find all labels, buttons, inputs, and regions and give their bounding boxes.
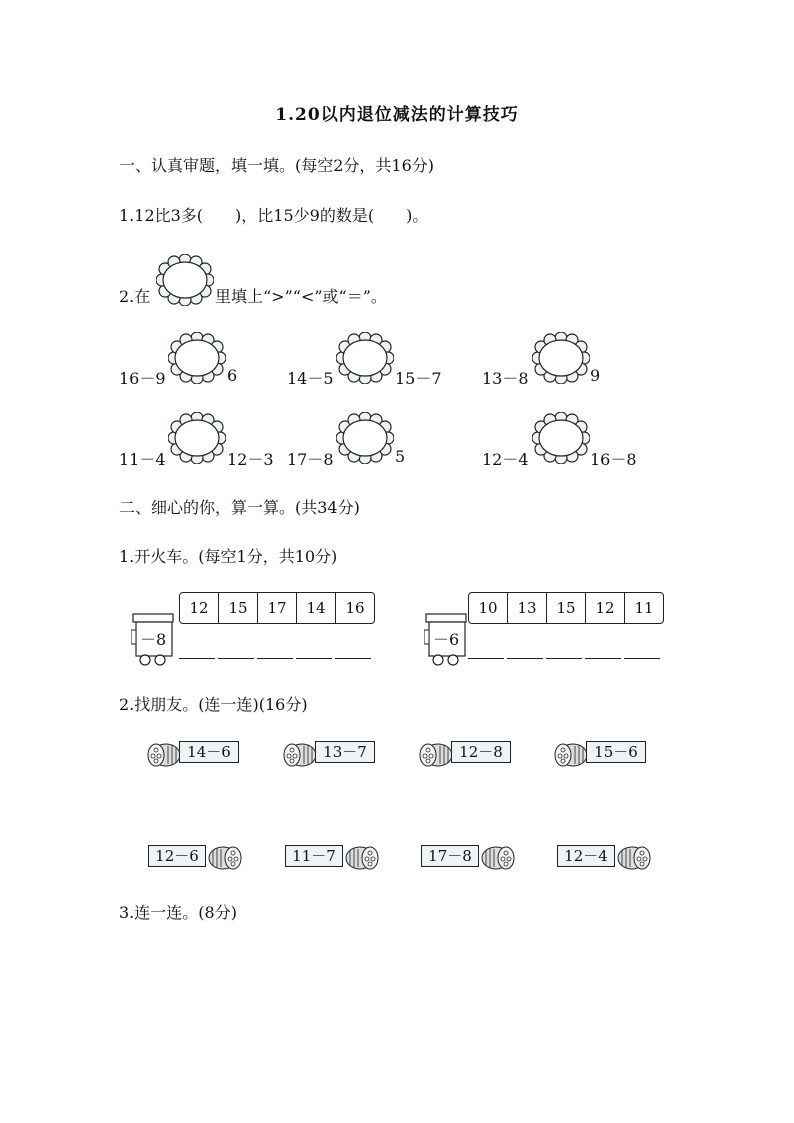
answer-blank[interactable] [585, 657, 621, 659]
flower-blank-example [156, 254, 214, 306]
compare-left: 16－9 [119, 369, 166, 388]
answer-blank[interactable] [335, 657, 371, 659]
question-2-2: 2.找朋友。(连一连)(16分) [119, 695, 308, 714]
question-2-1: 1.开火车。(每空1分，共10分) [119, 547, 338, 566]
lotus-root-icon [616, 843, 652, 873]
train-car: 10 [469, 593, 508, 623]
match-card-bottom[interactable]: 12－4 [557, 845, 615, 867]
answer-blank[interactable] [218, 657, 254, 659]
answer-blanks [468, 657, 660, 659]
question-2-3: 3.连一连。(8分) [119, 903, 237, 922]
answer-blank[interactable] [296, 657, 332, 659]
match-card-bottom[interactable]: 11－7 [285, 845, 343, 867]
page-title: 1.20以内退位减法的计算技巧 [275, 105, 519, 125]
train-cars [179, 592, 375, 624]
answer-blank[interactable] [468, 657, 504, 659]
section1-heading: 一、认真审题，填一填。(每空2分，共16分) [119, 156, 435, 175]
flower-blank[interactable] [532, 332, 590, 384]
train-car: 16 [345, 599, 365, 617]
q2-suffix: 里填上“>”“<”或“＝”。 [215, 287, 387, 306]
train-car: 17 [258, 593, 297, 623]
answer-blank[interactable] [546, 657, 582, 659]
answer-blank[interactable] [257, 657, 293, 659]
flower-blank[interactable] [168, 332, 226, 384]
match-card-top[interactable]: 12－8 [451, 741, 511, 763]
train-car: 15 [547, 593, 586, 623]
lotus-root-icon [146, 740, 182, 770]
lotus-root-icon [282, 740, 318, 770]
flower-blank[interactable] [532, 412, 590, 464]
compare-right: 9 [590, 366, 601, 385]
compare-right: 5 [395, 447, 406, 466]
compare-right: 16－8 [590, 450, 637, 469]
compare-left: 12－4 [482, 450, 529, 469]
flower-blank[interactable] [336, 332, 394, 384]
train-car: 14 [297, 593, 336, 623]
train-engine-label: －8 [140, 630, 167, 649]
flower-blank[interactable] [336, 412, 394, 464]
match-card-bottom[interactable]: 12－6 [148, 845, 206, 867]
train-cars [468, 592, 664, 624]
lotus-root-icon [344, 843, 380, 873]
train-car: 12 [180, 593, 219, 623]
match-card-bottom[interactable]: 17－8 [421, 845, 479, 867]
q2-prefix: 2.在 [119, 287, 151, 306]
answer-blank[interactable] [507, 657, 543, 659]
compare-right: 15－7 [395, 369, 442, 388]
train-car: 12 [586, 593, 625, 623]
compare-left: 14－5 [287, 369, 334, 388]
match-card-top[interactable]: 14－6 [179, 741, 239, 763]
compare-left: 17－8 [287, 450, 334, 469]
answer-blank[interactable] [179, 657, 215, 659]
train-car: 13 [508, 593, 547, 623]
compare-right: 6 [227, 366, 238, 385]
lotus-root-icon [480, 843, 516, 873]
question-1-1: 1.12比3多( )，比15少9的数是( )。 [119, 206, 429, 225]
flower-blank[interactable] [168, 412, 226, 464]
lotus-root-icon [207, 843, 243, 873]
lotus-root-icon [418, 740, 454, 770]
train-car: 15 [219, 593, 258, 623]
train-car: 11 [634, 599, 654, 617]
compare-right: 12－3 [227, 450, 274, 469]
answer-blank[interactable] [624, 657, 660, 659]
train-engine-label: －6 [433, 630, 460, 649]
section2-heading: 二、细心的你，算一算。(共34分) [119, 498, 360, 517]
answer-blanks [179, 657, 371, 659]
match-card-top[interactable]: 13－7 [315, 741, 375, 763]
lotus-root-icon [553, 740, 589, 770]
compare-left: 11－4 [119, 450, 166, 469]
compare-left: 13－8 [482, 369, 529, 388]
match-card-top[interactable]: 15－6 [586, 741, 646, 763]
